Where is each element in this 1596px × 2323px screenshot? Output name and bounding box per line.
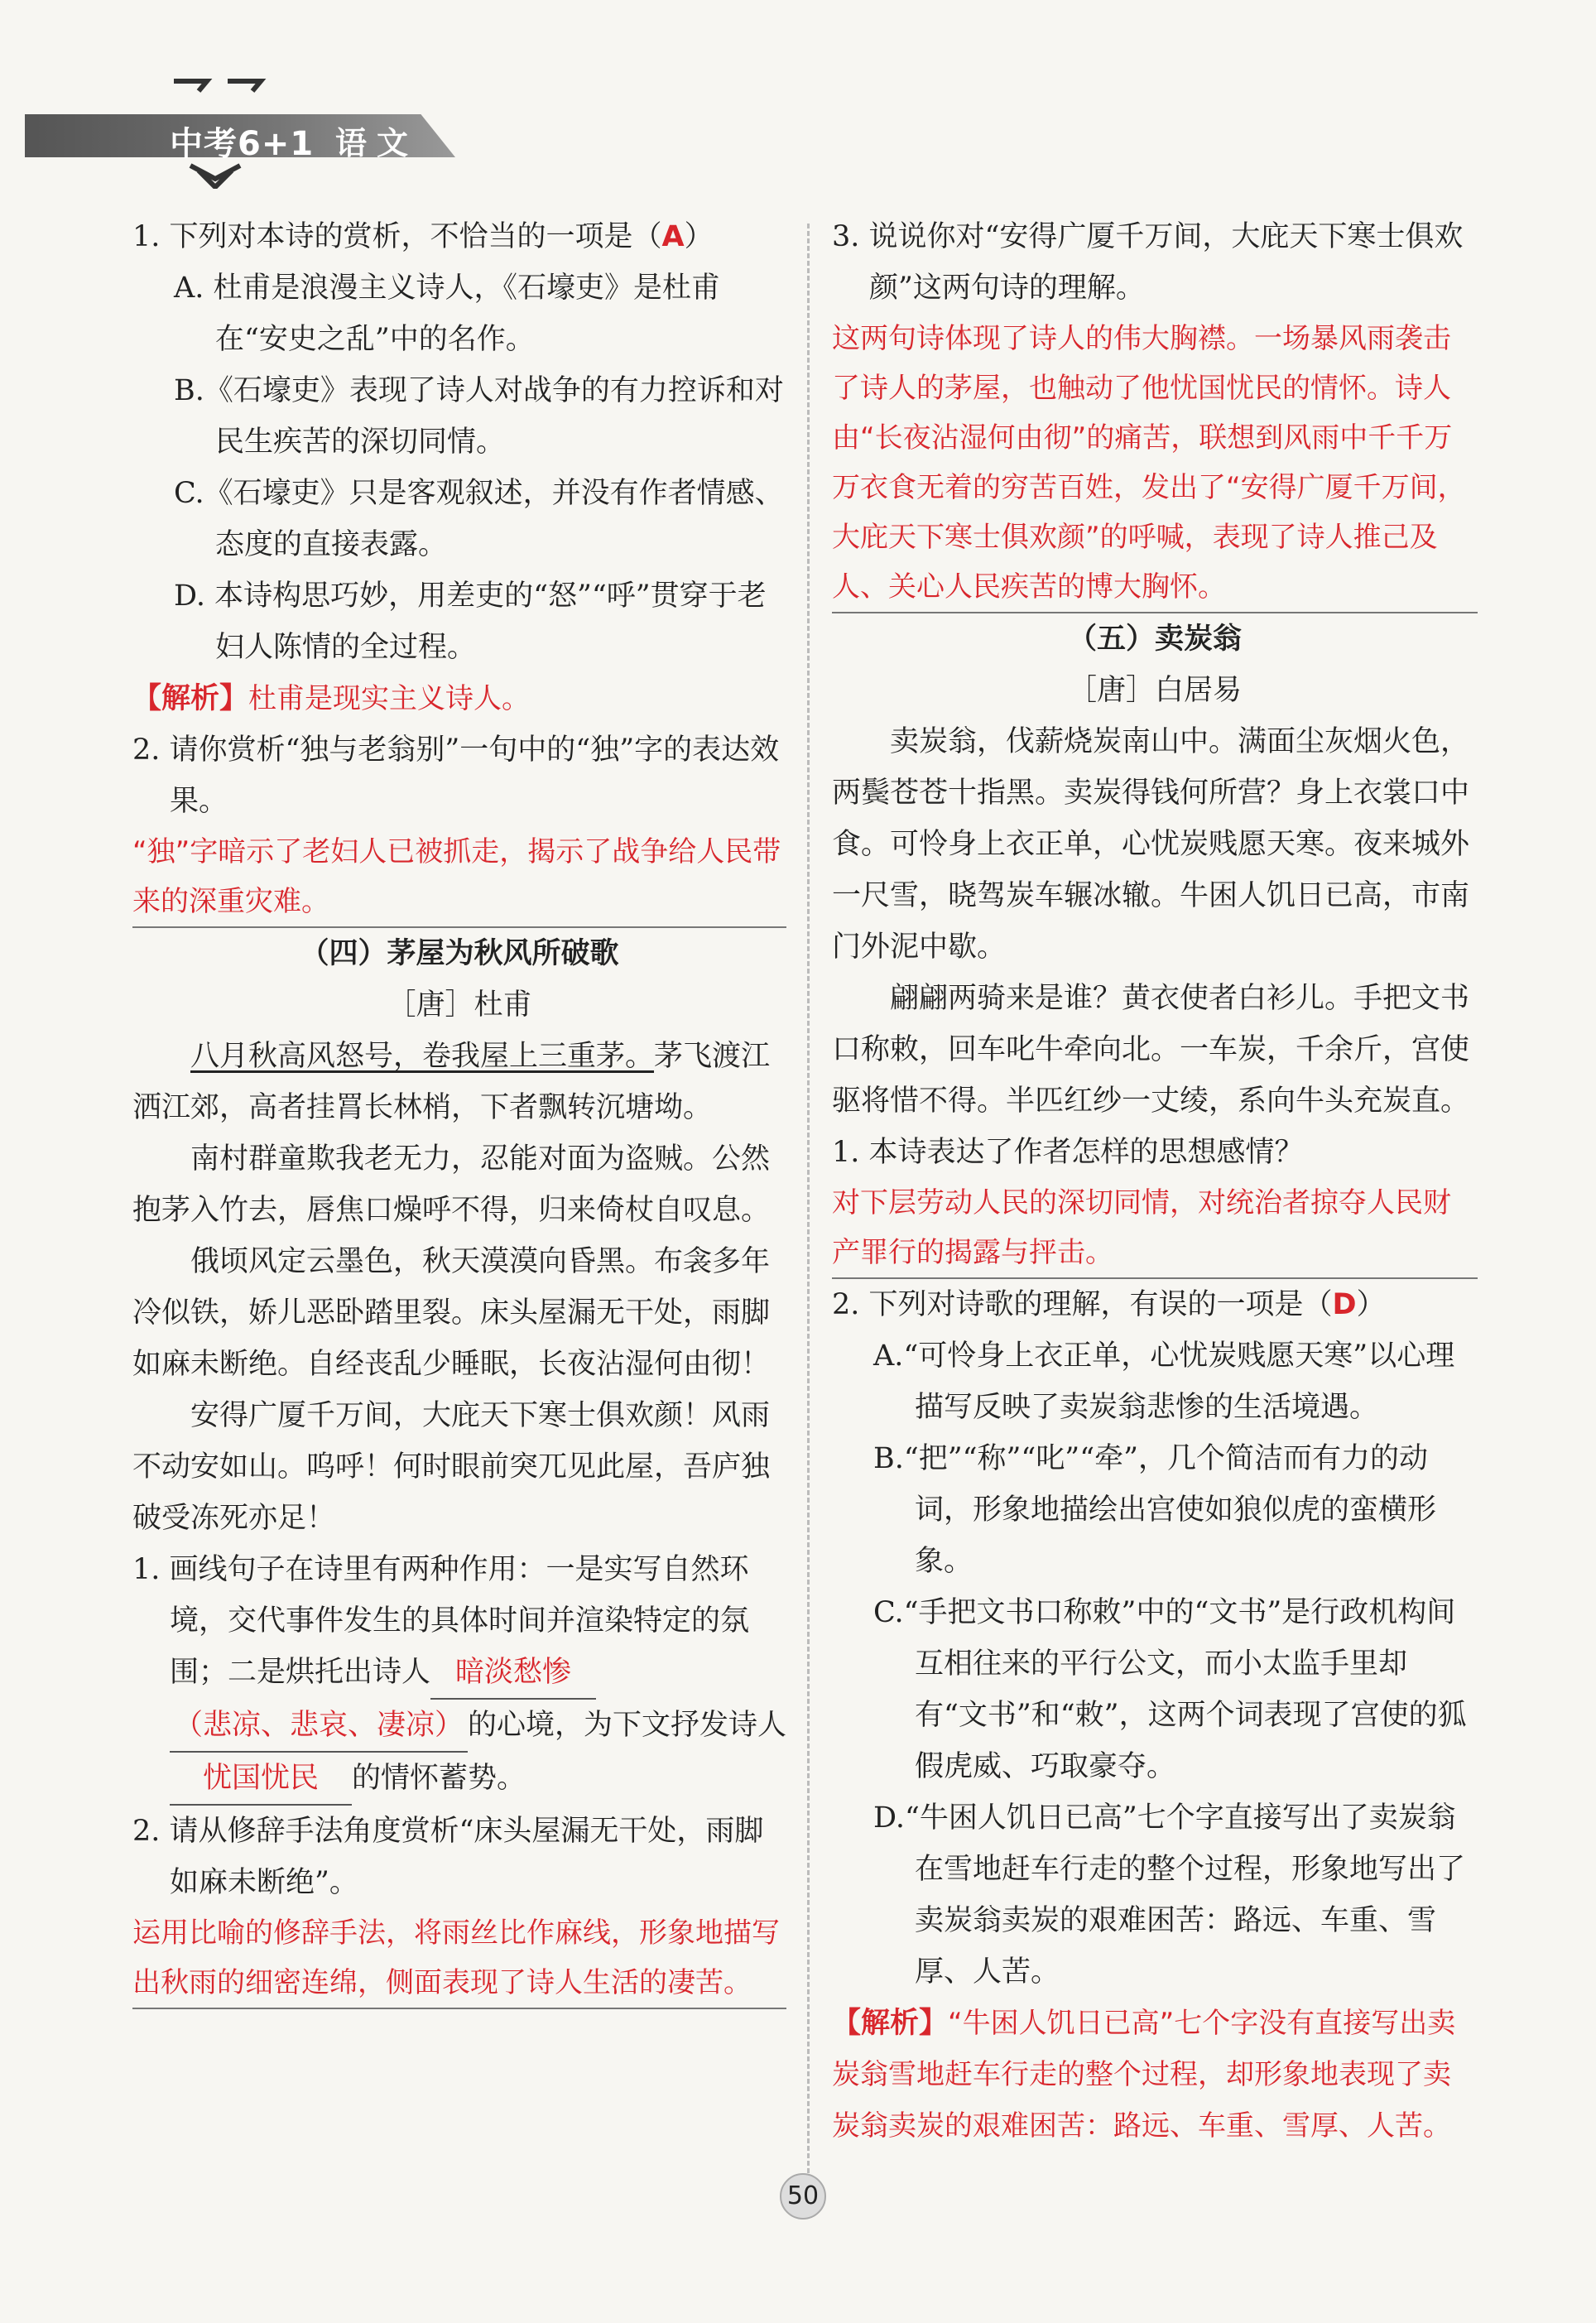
poem-author: ［唐］杜甫	[387, 988, 532, 1022]
poem-stanza-3: 俄顷风定云墨色，秋天漠漠向昏黑。布衾多年冷似铁，娇儿恶卧踏里裂。床头屋漏无干处，雨脚如麻未断绝。自经丧乱少睡眠，长夜沾湿何由彻！	[132, 1245, 771, 1381]
question-2-stem: 2. 请你赏析“独与老翁别”一句中的“独”字的表达效果。	[132, 733, 780, 818]
page-number: 50	[780, 2173, 826, 2220]
question-1-fill-blank: 1. 画线句子在诗里有两种作用：一是实写自然环境，交代事件发生的具体时间并渲染特定的氛围；二是烘托出诗人 暗淡愁惨（悲凉、悲哀、凄凉） 的心境，为下文抒发诗人忧国忧民 的情怀蓄势。	[132, 1544, 786, 1806]
poem-title: （四）茅屋为秋风所破歌	[300, 937, 619, 970]
right-column	[832, 211, 1478, 2152]
subject-label: 语文	[335, 124, 419, 161]
option-a: A.“可怜身上衣正单，心忧炭贱愿天寒”以心理描写反映了卖炭翁悲惨的生活境遇。	[873, 1339, 1455, 1424]
option-c: C.《石壕吏》只是客观叙述，并没有作者情感、态度的直接表露。	[174, 477, 784, 561]
option-b: B.《石壕吏》表现了诗人对战争的有力控诉和对民生疾苦的深切同情。	[174, 374, 784, 459]
answer-text: “独”字暗示了老妇人已被抓走，揭示了战争给人民带来的深重灾难。	[132, 827, 786, 928]
option-a: A. 杜甫是浪漫主义诗人，《石壕吏》是杜甫在“安史之乱”中的名作。	[174, 272, 721, 356]
poem-stanza-1: 八月秋高风怒号，卷我屋上三重茅。茅飞渡江洒江郊，高者挂罥长林梢，下者飘转沉塘坳。	[132, 1040, 771, 1124]
poem-stanza-2: 翩翩两骑来是谁？黄衣使者白衫儿。手把文书口称敕，回车叱牛牵向北。一车炭，千余斤，宫使驱将惜不得。半匹红纱一丈绫，系向牛头充炭直。	[832, 982, 1470, 1118]
poem-stanza-1: 卖炭翁，伐薪烧炭南山中。满面尘灰烟火色，两鬓苍苍十指黑。卖炭得钱何所营？身上衣裳口中食。可怜身上衣正单，心忧炭贱愿天寒。夜来城外一尺雪，晓驾炭车辗冰辙。牛困人饥日已高，市南门外泥中歇。	[832, 725, 1470, 964]
answer-choice: A	[661, 220, 685, 253]
brand-name: 中考6+1	[170, 125, 315, 163]
option-b: B.“把”“称”“叱”“牵”，几个简洁而有力的动词，形象地描绘出宫使如狼似虎的蛮横形象。	[873, 1442, 1437, 1578]
answer-text: 运用比喻的修辞手法，将雨丝比作麻线，形象地描写出秋雨的细密连绵，侧面表现了诗人生活的凄苦。	[132, 1908, 786, 2009]
blank-1a: 暗淡愁惨	[430, 1647, 596, 1700]
explanation: 【解析】杜甫是现实主义诗人。	[132, 682, 531, 715]
question-3-stem: 3. 说说你对“安得广厦千万间，大庇天下寒士俱欢颜”这两句诗的理解。	[832, 220, 1464, 305]
question-4-1-stem: 1. 下列对本诗的赏析，不恰当的一项是（A）	[132, 220, 714, 253]
option-d: D.“牛困人饥日已高”七个字直接写出了卖炭翁在雪地赶车行走的整个过程，形象地写出了卖炭翁卖炭的艰难困苦：路远、车重、雪厚、人苦。	[873, 1801, 1466, 1989]
poem-stanza-4: 安得广厦千万间，大庇天下寒士俱欢颜！风雨不动安如山。呜呼！何时眼前突兀见此屋，吾庐独破受冻死亦足！	[132, 1399, 771, 1535]
underlined-line: 八月秋高风怒号，卷我屋上三重茅。	[190, 1040, 655, 1073]
blank-1b: （悲凉、悲哀、凄凉）	[170, 1700, 468, 1753]
question-1-stem: 1. 本诗表达了作者怎样的思想感情？	[832, 1136, 1304, 1169]
column-divider	[807, 224, 810, 2210]
answer-text: 对下层劳动人民的深切同情，对统治者掠夺人民财产罪行的揭露与抨击。	[832, 1178, 1478, 1279]
left-column	[132, 211, 786, 2009]
blank-2: 忧国忧民	[170, 1753, 352, 1806]
question-2-rhetoric: 2. 请从修辞手法角度赏析“床头屋漏无干处，雨脚如麻未断绝”。	[132, 1815, 764, 1899]
poem-author: ［唐］白居易	[1067, 674, 1242, 707]
poem-stanza-2: 南村群童欺我老无力，忍能对面为盗贼。公然抱茅入竹去，唇焦口燥呼不得，归来倚杖自叹息。	[132, 1142, 771, 1227]
page-header	[25, 66, 455, 190]
question-2-stem: 2. 下列对诗歌的理解，有误的一项是（D）	[832, 1288, 1386, 1321]
poem-title: （五）卖炭翁	[1067, 623, 1242, 656]
explanation: 【解析】“牛困人饥日已高”七个字没有直接写出卖炭翁雪地赶车行走的整个过程，却形象地表现了卖炭翁卖炭的艰难困苦：路远、车重、雪厚、人苦。	[832, 2007, 1456, 2143]
option-d: D. 本诗构思巧妙，用差吏的“怒”“呼”贯穿于老妇人陈情的全过程。	[174, 580, 767, 664]
answer-text: 这两句诗体现了诗人的伟大胸襟。一场暴风雨袭击了诗人的茅屋，也触动了他忧国忧民的情怀。诗人由“长夜沾湿何由彻”的痛苦，联想到风雨中千千万万衣食无着的穷苦百姓，发出了“安得广厦千万间，大庇天下寒士俱欢颜”的呼喊，表现了诗人推己及人、关心人民疾苦的博大胸怀。	[832, 314, 1478, 613]
option-c: C.“手把文书口称敕”中的“文书”是行政机构间互相往来的平行公文，而小太监手里却有“文书”和“敕”，这两个词表现了宫使的狐假虎威、巧取豪夺。	[873, 1596, 1467, 1783]
answer-choice: D	[1332, 1288, 1357, 1321]
